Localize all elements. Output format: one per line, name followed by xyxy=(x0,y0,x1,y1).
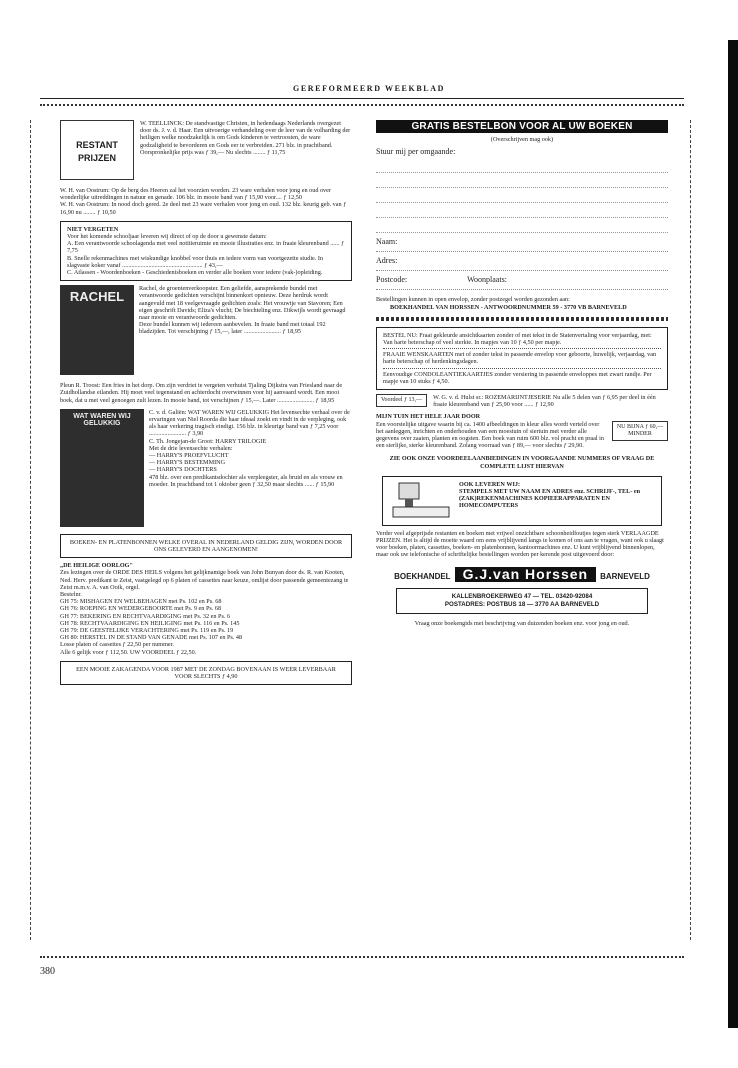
ook-leveren-box xyxy=(382,476,662,526)
tuin-title: MIJN TUIN HET HELE JAAR DOOR xyxy=(376,413,481,421)
rachel-ad xyxy=(60,285,352,377)
losse-prijs: Losse platen of cassettes ƒ 22,50 per nummer. xyxy=(60,641,174,649)
list-item: — HARRY'S PROEFVLUCHT xyxy=(149,452,229,460)
tuin-text: Een voorstelijke uitgave waarin bij ca. 1400 afbeeldingen in kleur alles wordt verteld over het aanleggen, inrichten en onderhouden van een moestuin of siertuin met verder alle gegevens over zaaien, planten en oogsten. Een boek van ruim 600 blz. vol pracht en praal in een sierlijke, sterke kleurenband. Zolang voorraad van ƒ 89,— voor slechts ƒ 29,90. xyxy=(376,420,604,450)
bestelnr-label: Bestelnr. xyxy=(60,591,82,599)
page-header: GEREFORMEERD WEEKBLAD xyxy=(293,84,445,93)
niet-vergeten-intro: Voor het komende schooljaar leveren wij direct of op de door u gewenste datum: xyxy=(67,233,267,241)
leveren-title: OOK LEVEREN WIJ: xyxy=(459,480,521,488)
rachel-text: Rachel, de groentenverkoopster. Een geliefde, aansprekende bundel met verantwoorde gedichten verschijnt binnenkort opnieuw. Deze herdruk wordt aangevuld met 18 veelgevraagde gedichten zoals: Het vrouwtje van Stavoren; Een eigen geschrift Davids; Eliza's vlucht; De biechteling enz. Dikwijls wordt gevraagd naar mooie en verantwoorde gedichten. xyxy=(139,285,346,322)
niet-vergeten-box xyxy=(60,221,352,281)
niet-vergeten-title: NIET VERGETEN xyxy=(67,225,119,233)
stamp-machine-icon xyxy=(389,481,453,521)
galien-cover-image: WAT WAREN WIJ GELUKKIG xyxy=(60,409,144,527)
oostrum-2: W. H. van Oostrum: In nood doch gered. 2e deel met 23 ware verhalen voor jong en oud. 132 blz. keurig geb. van ƒ 16,90 nu ........ ƒ 10,50 xyxy=(60,201,347,216)
niet-vergeten-list xyxy=(67,240,345,276)
jongejan-intro: Met de drie levensechte verhalen: xyxy=(149,444,233,452)
list-item: GH 78: RECHTVAARDIGING EN HEILIGING met Ps. 116 en Ps. 145 xyxy=(60,619,240,627)
list-item: GH 79: DE GEESTELIJKE VERACHTERING met Ps. 119 en Ps. 19 xyxy=(60,627,234,635)
horssen-address: KALLENBROEKERWEG 47 — TEL. 03420-92084 POSTADRES: POSTBUS 18 — 3770 AA BARNEVELD xyxy=(396,588,648,614)
order-line[interactable] xyxy=(376,218,668,233)
zie-ook-text: ZIE OOK ONZE VOORDEELAANBIEDINGEN IN VOORGAANDE NUMMERS OF VRAAG DE COMPLETE LIJST HIERVAN xyxy=(389,455,655,470)
antwoord-address: BOEKHANDEL VAN HORSSEN - ANTWOORDNUMMER 59 - 3770 VB BARNEVELD xyxy=(390,303,627,311)
list-item: — HARRY'S BESTEMMING xyxy=(149,459,226,467)
tuin-price-tag: NU BIJNA ƒ 60,— MINDER xyxy=(612,421,668,441)
oorlog-text: Zes lezingen over de ORDE DES HEILS volgens het gelijknamige boek van John Bunyan door ds. R. van Kooten, Ned. Herv. predikant te Zeist, vastgelegd op 6 platen of cassettes naar keuze, omlijst door passende gemeentezang te Zeist m.m.v. A. van Ooik, orgel. xyxy=(60,569,349,591)
list-item: GH 75: MISHAGEN EN WELBEHAGEN met Ps. 102 en Ps. 68 xyxy=(60,598,222,606)
voordeel-badge: Voordeel ƒ 13,— xyxy=(376,394,427,407)
rachel-cover-image: RACHEL xyxy=(60,285,134,375)
frame-right xyxy=(690,120,691,940)
hulst-text: W. G. v. d. Hulst sr.: ROZEMARIJNTJESERIE Nu alle 5 delen van ƒ 6,95 per deel in één fraaie kleurenband van ƒ 25,90 voor ...... ƒ 12,90 xyxy=(433,394,656,409)
list-item: GH 80: HERSTEL IN DE STAND VAN GENADE met Ps. 107 en Ps. 48 xyxy=(60,634,243,642)
heilige-oorlog-ad xyxy=(60,562,352,656)
naam-field[interactable]: Naam: xyxy=(376,233,668,252)
order-line[interactable] xyxy=(376,173,668,188)
galien-text: C. v. d. Galiën: WAT WAREN WIJ GELUKKIG Het levensechte verhaal over de ervaringen van Niel Roorda die haar ideaal zoekt en vindt in de verpleging, ook als haar verkering tragisch eindigt. 156 blz. in kleurige band van ƒ 7,25 voor ........................ ƒ 3,90 xyxy=(149,408,350,438)
bonnen-box: BOEKEN- EN PLATENBONNEN WELKE OVERAL IN NEDERLAND GELDIG ZIJN, WORDEN DOOR ONS GELEVERD EN AANGENOMEN! xyxy=(60,534,352,558)
oorlog-title: „DE HEILIGE OORLOG" xyxy=(60,562,133,570)
galien-ad xyxy=(60,409,352,529)
leveren-text: STEMPELS MET UW NAAM EN ADRES enz. SCHRIJF-, TEL- en (ZAK)REKENMACHINES KOPIEERAPPARATEN EN HOMECOMPUTERS xyxy=(459,488,641,510)
bestelbon-banner: GRATIS BESTELBON VOOR AL UW BOEKEN xyxy=(376,120,668,133)
envelop-text: Bestellingen kunnen in open envelop, zonder postzegel worden gezonden aan: xyxy=(376,296,570,304)
condoleance-text: Eenvoudige CONDOLEANTIEKAARTJES zonder versiering in passende enveloppes met zwart randje. Per mapje van 10 stuks ƒ 4,50. xyxy=(383,368,661,385)
order-line[interactable] xyxy=(376,188,668,203)
adres-field[interactable]: Adres: xyxy=(376,252,668,271)
oostrum-1: W. H. van Oostrum: Op de berg des Heeren zal het voorzien worden. 23 ware verhalen voor jong en oud over wonderlijke uitreddingen in natuur en genade. 106 blz. in mooie band van ƒ 15,90 voor.... ƒ 12,50 xyxy=(60,187,331,202)
list-item: A. Een verantwoorde schoolagenda met veel notitieruimte en mooie illustraties enz. in fraaie kleurenband ...... ƒ 7,75 xyxy=(67,240,345,255)
stuur-label: Stuur mij per omgaande: xyxy=(376,147,456,157)
restant-stamp: RESTANT PRIJZEN xyxy=(60,120,134,180)
horssen-logo: BOEKHANDEL G.J.van Horssen BARNEVELD xyxy=(394,565,650,582)
agenda-box: EEN MOOIE ZAKAGENDA VOOR 1987 MET DE ZONDAG BOVENAAN IS WEER LEVERBAAR VOOR SLECHTS ƒ 4,90 xyxy=(60,661,352,685)
list-item: B. Snelle rekenmachines met wiskundige knobbel voor thuis en iedere vorm van voortgezette studie. In slagvaste koker vanaf .................................................... ƒ 43,— xyxy=(67,254,324,269)
vraag-text: Vraag onze boekengids met beschrijving van duizenden boeken enz. voor jong en oud. xyxy=(414,619,630,627)
list-item: C. Atlassen - Woordenboeken - Geschiedenisboeken en verder alle boeken voor iedere (vak-)opleiding. xyxy=(67,269,323,277)
list-item: GH 77: BEKERING EN RECHTVAARDIGING met Ps. 32 en Ps. 6 xyxy=(60,612,231,620)
teellinck-ad xyxy=(60,120,352,182)
right-column xyxy=(376,120,668,627)
scan-edge xyxy=(728,40,738,1028)
header-rule xyxy=(40,98,684,99)
tuin-ad xyxy=(376,413,668,449)
jongejan-text: 478 blz. over een predikantsdochter als verpleegster, als bruid en als vrouw en moeder. In prachtband tot 1 oktober geen ƒ 32,50 maar slechts ...... ƒ 15,90 xyxy=(149,473,343,488)
order-line[interactable] xyxy=(376,158,668,173)
frame-left xyxy=(30,120,31,940)
list-item: — HARRY'S DOCHTERS xyxy=(149,466,217,474)
rachel-text-2: Deze bundel kunnen wij iedereen aanbevelen. In fraaie band met totaal 192 bladzijden. Tot verschijning ƒ 15,—, later ........................ ƒ 18,95 xyxy=(139,321,326,336)
jongejan-title: C. Th. Jongejan-de Groot: HARRY TRILOGIE xyxy=(149,437,267,445)
wenskaarten-text: FRAAIE WENSKAARTEN met of zonder tekst in passende envelop voor geboorte, huwelijk, verjaardag, van harte beterschap of herdenkingsdagen. xyxy=(383,348,661,365)
teellinck-text: W. TEELLINCK: De standvastige Christen, in hedendaags Nederlands overgezet door ds. J. v. d. Haar. Een uitvoerige verhandeling over de leer van de volharding der heiligen welke noodzakelijk is om Gods kinderen te vertroosten, de ware godzaligheid te bevorderen en Gods eer te verbreiden. 271 blz. in prachtband. Oorspronkelijke prijs was ƒ 39,— Nu slechts ........ ƒ 11,75 xyxy=(140,120,351,156)
alle-prijs: Alle 6 gelijk voor ƒ 112,50. UW VOORDEEL ƒ 22,50. xyxy=(60,648,197,656)
left-column xyxy=(60,120,352,689)
page-number: 380 xyxy=(40,966,55,977)
verder-text: Verder veel afgeprijsde restanten en boeken met vrijwel onzichtbare schoonheidfoutjes tegen sterk VERLAAGDE PRIJZEN. Het is altijd de moeite waard om eens vrijblijvend langs te komen of ons aan te vragen, want ook u slaagt voor boeken, platen, cassettes, boeken- en platenbonnen, kantoormachines enz. U kunt vrijblijvend binnenlopen, maar ook uw telefonische of schriftelijke bestellingen worden per kerende post uitgevoerd door: xyxy=(376,529,664,559)
troost-ad: Pleun R. Troost: Een fries in het dorp. Om zijn verdriet te vergeten verhuist Tjaling Dijkstra van Friesland naar de Zuidhollandse eilanden. Hij moet veel tegenstand en achterdocht overwinnen voor hij aanvaard wordt. Een mooi boek, dat u met veel genoegen zult lezen. In mooie band, tot verschijnen ƒ 15,—. Later ........................ ƒ 18,95 xyxy=(60,382,343,404)
order-line[interactable] xyxy=(376,203,668,218)
bestel-nu-text: BESTEL NU: Fraai gekleurde ansichtkaarten zonder of met tekst in de Statenvertaling voor verjaardag, met: Van harte beterschap of veel sterkte. In mapjes van 10 ƒ 4,50 per mapje. xyxy=(383,331,652,347)
bestelbon-sub: (Overschrijven mag ook) xyxy=(490,136,554,144)
postcode-field[interactable]: Postcode: Woonplaats: xyxy=(376,271,668,290)
kaarten-box xyxy=(376,327,668,390)
list-item: GH 76: ROEPING EN WEDERGEBOORTE met Ps. 9 en Ps. 68 xyxy=(60,605,222,613)
divider xyxy=(376,317,668,321)
hulst-ad xyxy=(376,394,668,408)
